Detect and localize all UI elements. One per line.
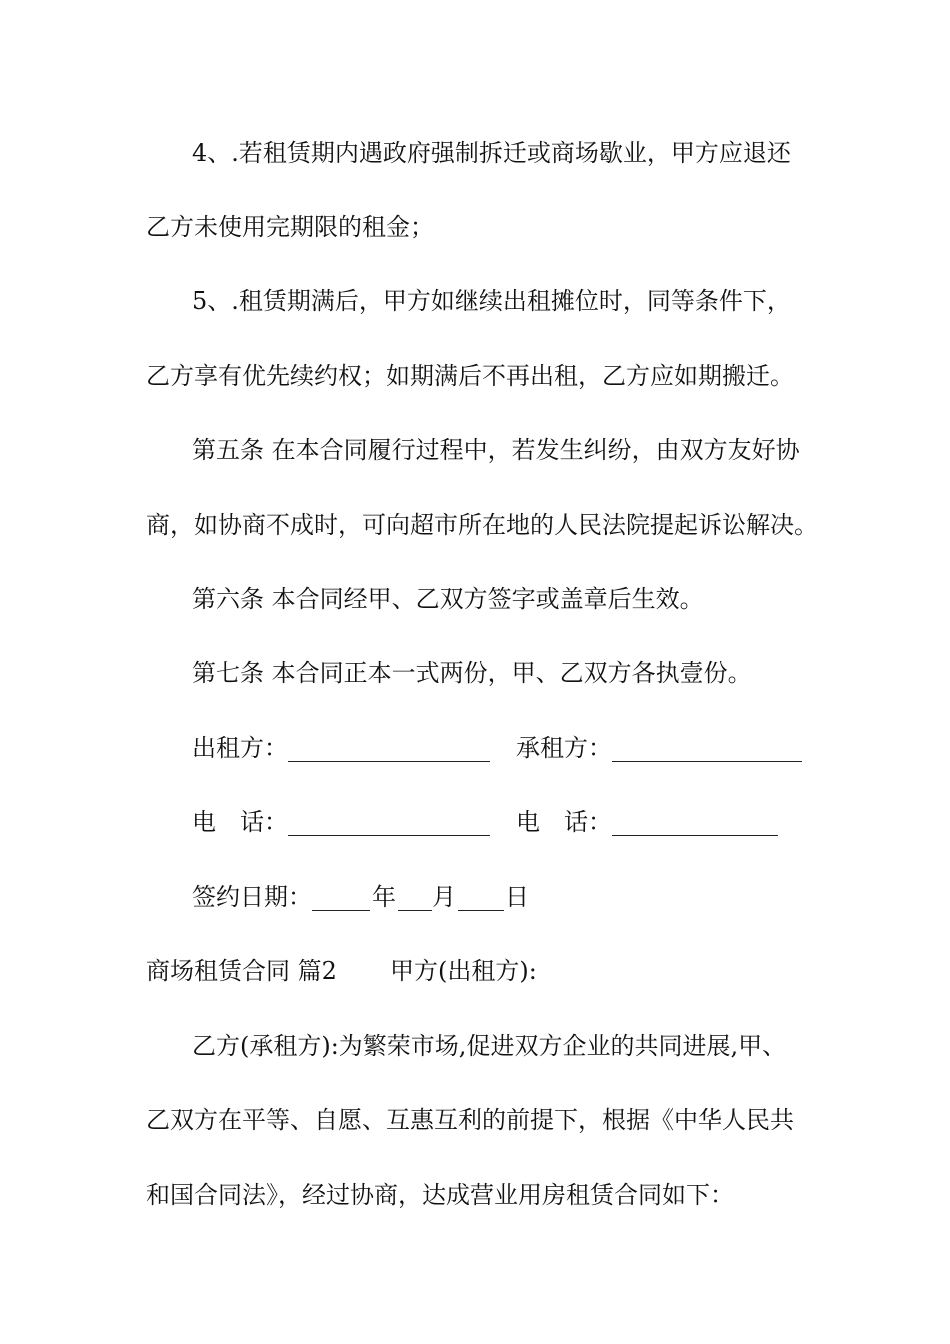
- contract-2-heading: 商场租赁合同 篇2: [146, 957, 337, 985]
- item-4-line-2: 乙方未使用完期限的租金；: [146, 213, 434, 241]
- article-7: 第七条 本合同正本一式两份，甲、乙双方各执壹份。: [192, 659, 752, 687]
- lessor-label: 出租方：: [192, 734, 288, 762]
- lessor-blank: [288, 761, 490, 762]
- year-blank: [312, 910, 370, 911]
- contract-2-intro-line-1: 乙方(承租方):为繁荣市场,促进双方企业的共同进展,甲、: [192, 1032, 787, 1060]
- item-5-line-2: 乙方享有优先续约权；如期满后不再出租，乙方应如期搬迁。: [146, 362, 794, 390]
- contract-2-intro-line-2: 乙双方在平等、自愿、互惠互利的前提下，根据《中华人民共: [146, 1106, 794, 1134]
- month-blank: [398, 910, 432, 911]
- phone-blank-left: [288, 835, 490, 836]
- phone-blank-right: [612, 835, 778, 836]
- item-5-line-1: 5、.租赁期满后，甲方如继续出租摊位时，同等条件下，: [192, 287, 791, 315]
- day-label: 日: [505, 883, 529, 911]
- phone-label-left: 电 话：: [192, 808, 288, 836]
- day-blank: [458, 910, 504, 911]
- lessee-blank: [612, 761, 802, 762]
- year-label: 年: [372, 883, 396, 911]
- item-4-line-1: 4、.若租赁期内遇政府强制拆迁或商场歇业，甲方应退还: [192, 139, 791, 167]
- party-a-label: 甲方(出租方):: [390, 957, 537, 985]
- lessee-label: 承租方：: [516, 734, 612, 762]
- month-label: 月: [432, 883, 456, 911]
- phone-label-right: 电 话：: [516, 808, 612, 836]
- article-6: 第六条 本合同经甲、乙双方签字或盖章后生效。: [192, 585, 704, 613]
- article-5-line-2: 商，如协商不成时，可向超市所在地的人民法院提起诉讼解决。: [146, 511, 818, 539]
- date-label: 签约日期：: [192, 883, 312, 911]
- contract-2-intro-line-3: 和国合同法》，经过协商，达成营业用房租赁合同如下：: [146, 1181, 734, 1209]
- article-5-line-1: 第五条 在本合同履行过程中，若发生纠纷，由双方友好协: [192, 436, 800, 464]
